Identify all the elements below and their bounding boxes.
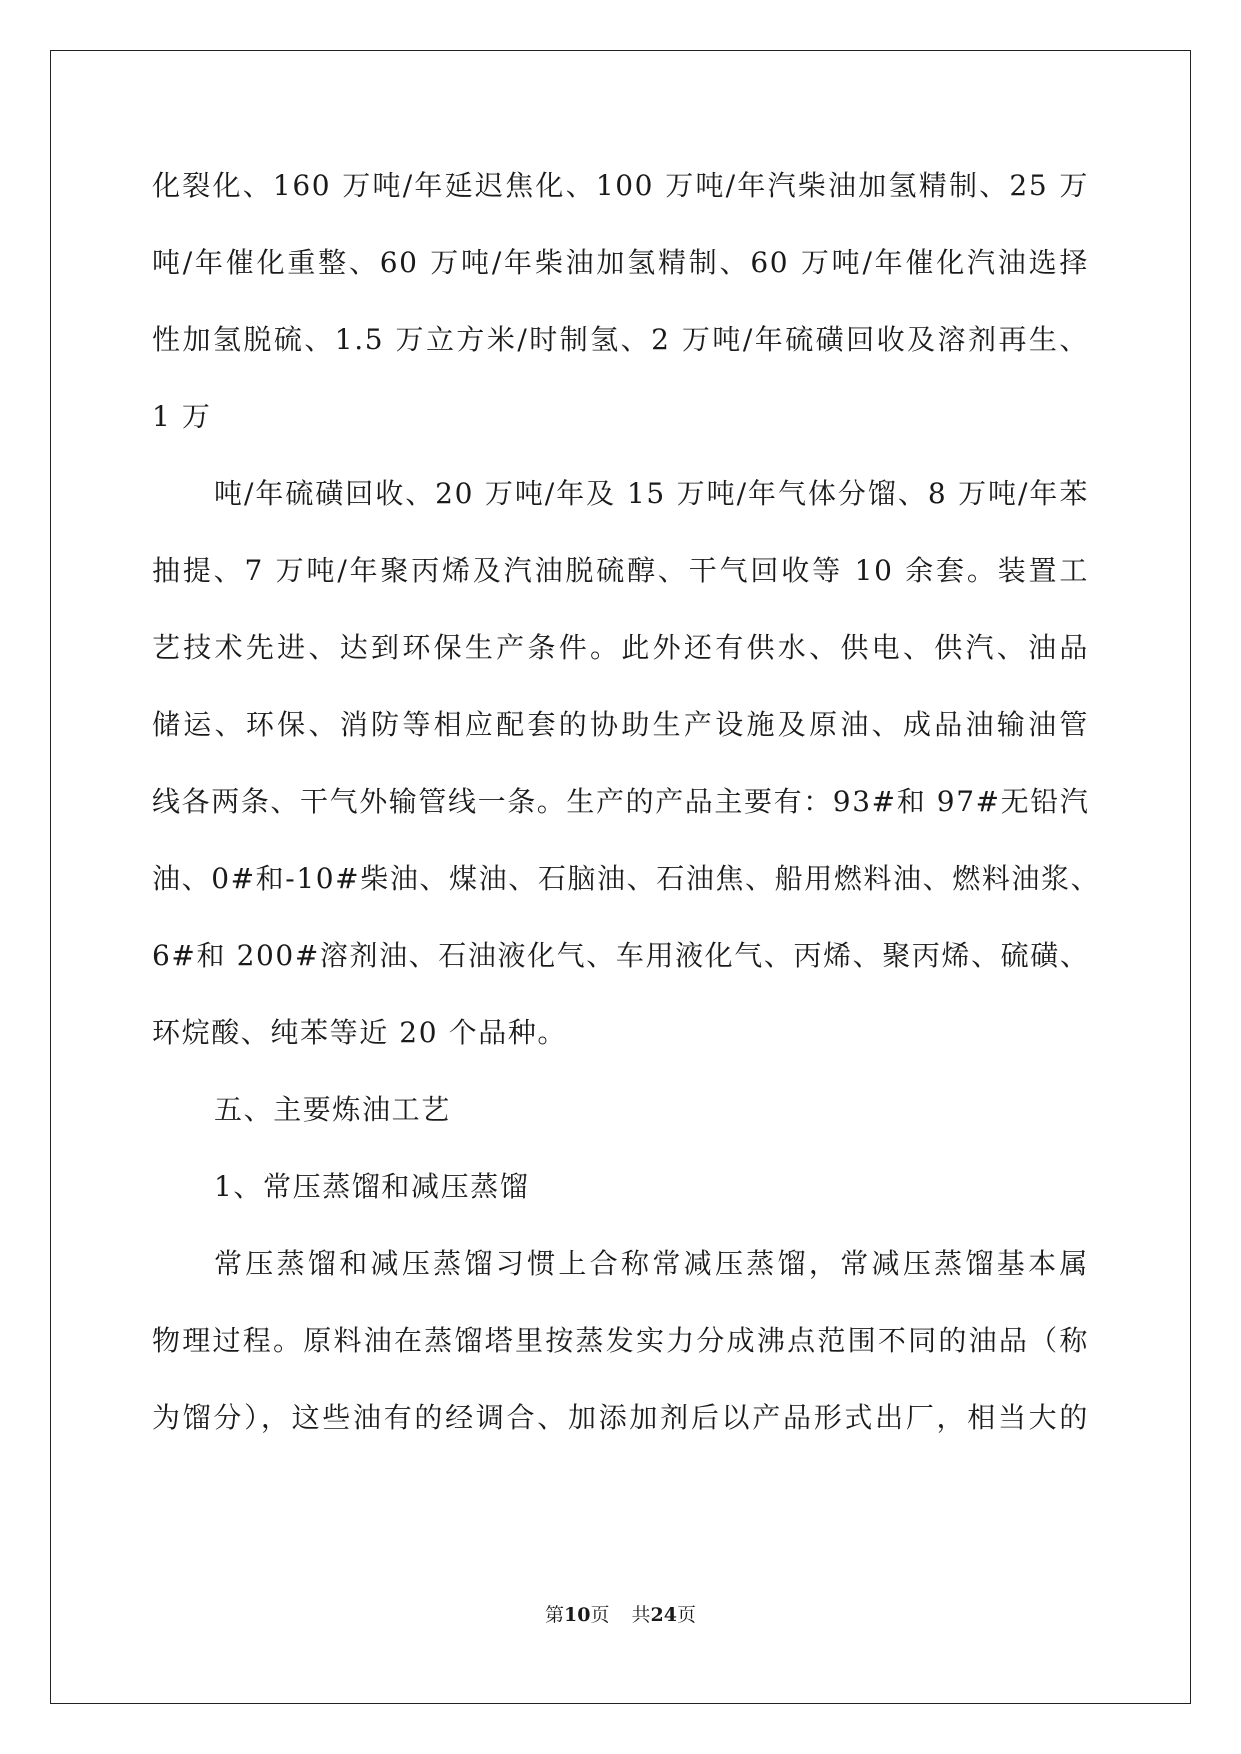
line-gap	[152, 908, 1089, 926]
text-line: 为馏分），这些油有的经调合、加添加剂后以产品形式出厂，相当大的	[152, 1401, 1089, 1434]
line-gap	[152, 1139, 1089, 1157]
paragraph-first-line: 常压蒸馏和减压蒸馏习惯上合称常减压蒸馏，常减压蒸馏基本属	[214, 1247, 1089, 1280]
text-line: 环烷酸、纯苯等近 20 个品种。	[152, 1016, 568, 1049]
footer-page-suffix: 页	[590, 1604, 610, 1626]
text-line: 6#和 200#溶剂油、石油液化气、车用液化气、丙烯、聚丙烯、硫磺、	[152, 939, 1090, 972]
text-line: 抽提、7 万吨/年聚丙烯及汽油脱硫醇、干气回收等 10 余套。装置工	[152, 554, 1089, 587]
text-line: 线各两条、干气外输管线一条。生产的产品主要有：93#和 97#无铅汽	[152, 785, 1090, 818]
document-body	[152, 156, 1101, 1447]
text-line: 化裂化、160 万吨/年延迟焦化、100 万吨/年汽柴油加氢精制、25 万	[152, 169, 1089, 202]
text-line: 油、0#和-10#柴油、煤油、石脑油、石油焦、船用燃料油、燃料油浆、	[152, 862, 1101, 895]
text-line: 吨/年催化重整、60 万吨/年柴油加氢精制、60 万吨/年催化汽油选择	[152, 246, 1089, 279]
line-gap	[152, 677, 1089, 695]
footer-prefix: 第	[545, 1604, 565, 1626]
text-line: 储运、环保、消防等相应配套的协助生产设施及原油、成品油输油管	[152, 708, 1089, 741]
line-gap	[152, 292, 1089, 310]
subsection-heading: 1、常压蒸馏和减压蒸馏	[214, 1170, 530, 1203]
line-gap	[152, 1062, 1089, 1080]
footer-total-prefix: 共	[631, 1604, 651, 1626]
page-number: 10	[564, 1604, 591, 1626]
line-gap	[152, 754, 1089, 772]
line-gap	[152, 215, 1089, 233]
total-pages: 24	[650, 1604, 677, 1626]
text-line: 1 万	[152, 400, 212, 433]
line-gap	[152, 523, 1089, 541]
line-gap	[152, 985, 1089, 1003]
line-gap	[152, 831, 1089, 849]
line-gap	[152, 1216, 1089, 1234]
line-gap	[152, 1293, 1089, 1311]
text-line: 物理过程。原料油在蒸馏塔里按蒸发实力分成沸点范围不同的油品（称	[152, 1324, 1089, 1357]
text-line: 性加氢脱硫、1.5 万立方米/时制氢、2 万吨/年硫磺回收及溶剂再生、	[152, 323, 1089, 356]
text-line: 艺技术先进、达到环保生产条件。此外还有供水、供电、供汽、油品	[152, 631, 1089, 664]
line-gap	[152, 1370, 1089, 1388]
section-heading: 五、主要炼油工艺	[214, 1093, 451, 1126]
page-footer	[0, 1600, 1241, 1627]
line-gap	[152, 369, 1089, 387]
line-gap	[152, 446, 1089, 464]
footer-total-suffix: 页	[676, 1604, 696, 1626]
paragraph-first-line: 吨/年硫磺回收、20 万吨/年及 15 万吨/年气体分馏、8 万吨/年苯	[214, 477, 1089, 510]
line-gap	[152, 600, 1089, 618]
